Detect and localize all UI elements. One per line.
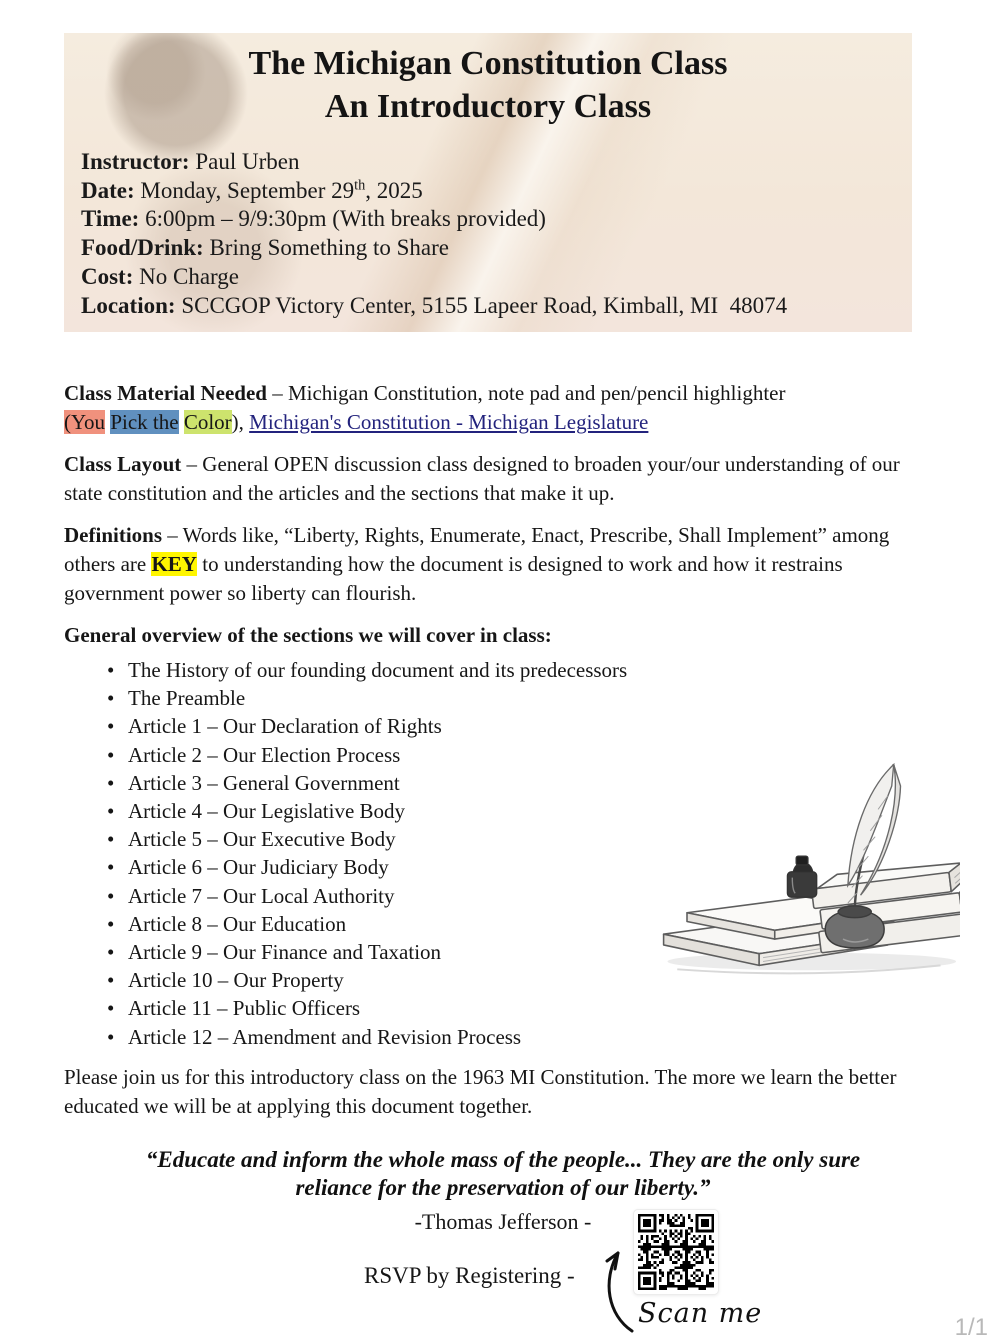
info-row-instructor (81, 148, 912, 177)
list-item: • Article 1 – Our Declaration of Rights (105, 712, 942, 740)
time-value: 6:00pm – 9/9:30pm (With breaks provided) (145, 206, 546, 232)
page-title-line2: An Introductory Class (324, 88, 652, 125)
instructor-label: Instructor: (81, 149, 190, 174)
class-layout-paragraph (64, 450, 942, 508)
info-row-location (81, 292, 912, 321)
location-value: SCCGOP Victory Center, 5155 Lapeer Road, Kimball, MI 48074 (181, 292, 788, 318)
overview-list-section (64, 656, 942, 1051)
list-item: • Article 9 – Our Finance and Taxation (105, 938, 942, 966)
quote-line1: “Educate and inform the whole mass of the people... They are the only sure (145, 1146, 861, 1172)
class-layout-text: – General OPEN discussion class designed to broaden your/our understanding of our state constitution and the articles and the sections that make it up. (64, 452, 900, 505)
list-item: • The Preamble (105, 684, 942, 712)
list-item: • Article 6 – Our Judiciary Body (105, 853, 942, 881)
class-material-paragraph (64, 379, 942, 437)
highlight-you: (You (64, 410, 106, 434)
books-quill-inkwell-illustration (648, 744, 960, 984)
overview-heading: General overview of the sections we will cover in class: (64, 623, 552, 647)
list-item: • Article 8 – Our Education (105, 910, 942, 938)
class-material-lead: – Michigan Constitution, note pad and pen/pencil highlighter (266, 381, 786, 405)
closing-paragraph: Please join us for this introductory class on the 1963 MI Constitution. The more we learn the better educated we will be at applying this document together. (64, 1064, 897, 1118)
list-item: • Article 4 – Our Legislative Body (105, 797, 942, 825)
highlight-color: Color (183, 410, 232, 434)
list-item: • Article 5 – Our Executive Body (105, 825, 942, 853)
qr-code-pattern (638, 1214, 714, 1290)
date-ordinal-suffix: th (354, 177, 366, 194)
location-label: Location: (81, 292, 176, 318)
definitions-heading: Definitions (64, 523, 163, 547)
quote-line2: reliance for the preservation of our liberty.” (295, 1175, 711, 1201)
cost-value: No Charge (139, 263, 240, 289)
definitions-text-post: to understanding how the document is designed to work and how it restrains government power so liberty can flourish. (64, 552, 843, 605)
key-word-highlight: KEY (151, 552, 197, 576)
footer-zone (64, 1207, 942, 1339)
food-drink-value: Bring Something to Share (209, 235, 450, 261)
instructor-value: Paul Urben (195, 149, 300, 174)
definitions-paragraph (64, 521, 942, 608)
highlight-pick-the: Pick the (110, 410, 179, 434)
class-material-heading: Class Material Needed (64, 381, 267, 405)
list-item: • Article 3 – General Government (105, 769, 942, 797)
date-label: Date: (81, 177, 135, 203)
definitions-text-pre: – Words like, “Liberty, Rights, Enumerate, Enact, Prescribe, Shall Implement” among others are (64, 523, 890, 576)
time-label: Time: (81, 206, 140, 232)
list-item: • Article 7 – Our Local Authority (105, 882, 942, 910)
list-item: • Article 11 – Public Officers (105, 994, 942, 1022)
quote-attribution: -Thomas Jefferson - (414, 1208, 592, 1234)
info-row-food (81, 234, 912, 263)
michigan-constitution-link[interactable]: Michigan's Constitution - Michigan Legislature (249, 410, 649, 434)
info-row-cost (81, 263, 912, 292)
jefferson-quote (64, 1146, 942, 1203)
class-layout-heading: Class Layout (64, 452, 182, 476)
after-highlights-text: ), (231, 410, 250, 434)
food-drink-label: Food/Drink: (81, 235, 204, 261)
scan-me-label: Scan me (638, 1297, 763, 1329)
cost-label: Cost: (81, 263, 134, 289)
page-number-indicator: 1/1 (954, 1314, 988, 1341)
page-title (64, 33, 912, 128)
list-item: • Article 12 – Amendment and Revision Process (105, 1023, 942, 1051)
list-item: • Article 10 – Our Property (105, 966, 942, 994)
rsvp-label: RSVP by Registering - (364, 1262, 575, 1288)
info-row-date (81, 177, 912, 206)
page-title-line1: The Michigan Constitution Class (248, 45, 728, 82)
document-body (64, 332, 942, 1339)
class-info-block (81, 148, 912, 320)
list-item: • Article 2 – Our Election Process (105, 741, 942, 769)
list-item: • The History of our founding document and its predecessors (105, 656, 942, 684)
info-row-time (81, 205, 912, 234)
qr-code (633, 1209, 719, 1295)
date-value: Monday, September 29th, 2025 (140, 177, 423, 203)
header-banner (64, 33, 912, 332)
